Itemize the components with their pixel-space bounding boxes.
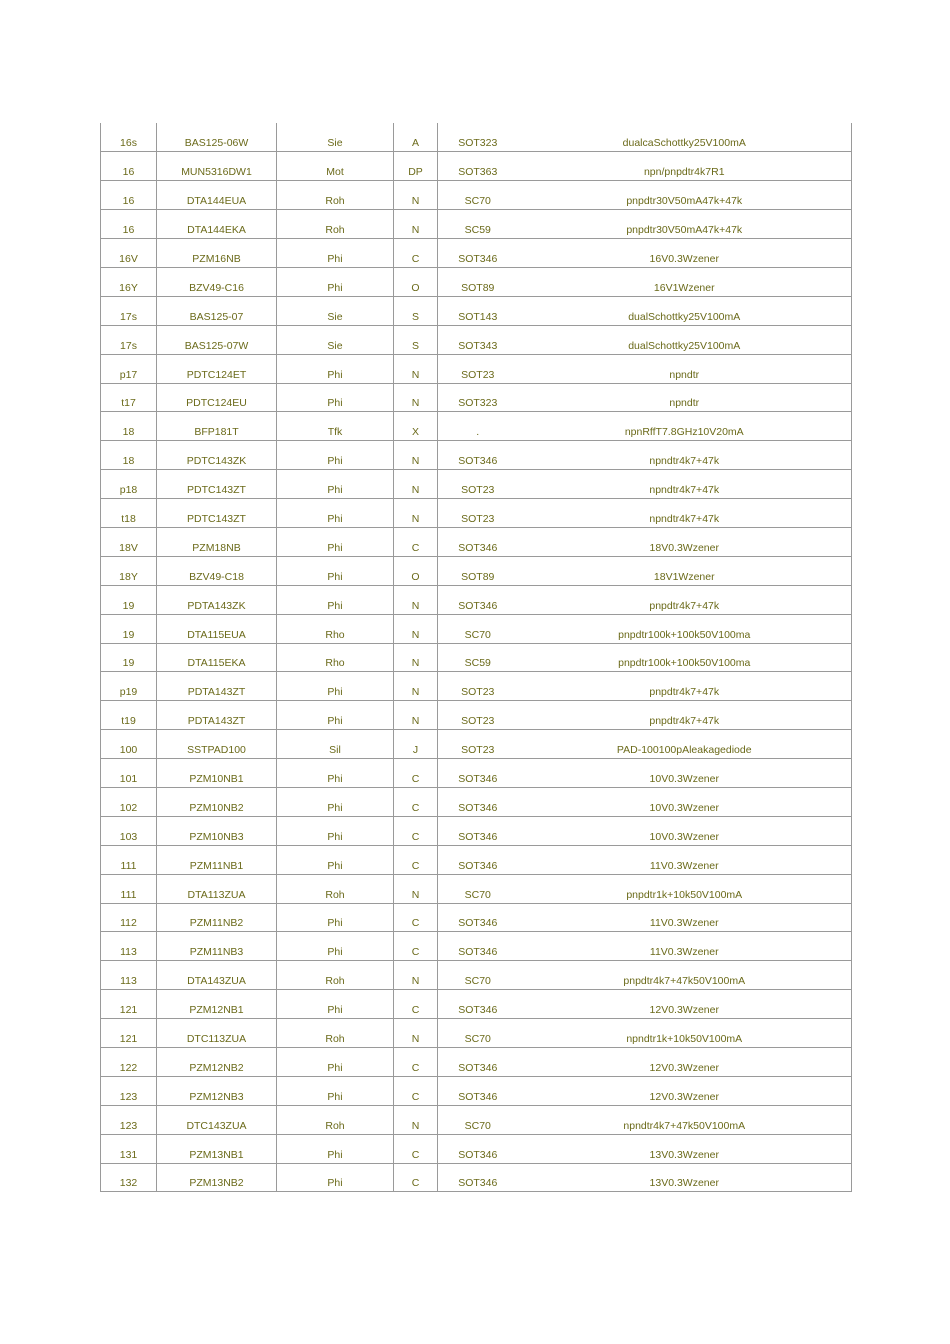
manufacturer-cell: Phi [277, 383, 394, 412]
manufacturer-cell: Phi [277, 1134, 394, 1163]
package-cell: SOT323 [438, 383, 518, 412]
manufacturer-cell: Sie [277, 325, 394, 354]
package-cell: SOT363 [438, 152, 518, 181]
manufacturer-cell: Phi [277, 990, 394, 1019]
package-cell: SC70 [438, 1105, 518, 1134]
marking-code-cell: 112 [101, 903, 157, 932]
part-number-cell: PZM12NB3 [157, 1076, 277, 1105]
base-cell: C [394, 527, 438, 556]
description-cell: 16V1Wzener [518, 267, 852, 296]
table-row [101, 1163, 852, 1192]
part-number-cell: PZM11NB3 [157, 932, 277, 961]
package-cell: SOT23 [438, 354, 518, 383]
part-number-cell: PZM11NB1 [157, 845, 277, 874]
description-cell: 12V0.3Wzener [518, 1048, 852, 1077]
description-cell: 18V1Wzener [518, 556, 852, 585]
table-row [101, 759, 852, 788]
description-cell: dualSchottky25V100mA [518, 296, 852, 325]
base-cell: N [394, 383, 438, 412]
package-cell: SOT346 [438, 932, 518, 961]
manufacturer-cell: Phi [277, 932, 394, 961]
description-cell: npndtr4k7+47k [518, 470, 852, 499]
description-cell: pnpdtr30V50mA47k+47k [518, 210, 852, 239]
part-number-cell: PDTC124ET [157, 354, 277, 383]
part-number-cell: PDTA143ZK [157, 585, 277, 614]
package-cell: SOT89 [438, 267, 518, 296]
marking-code-cell: 113 [101, 932, 157, 961]
smd-code-table [100, 123, 852, 1192]
manufacturer-cell: Phi [277, 903, 394, 932]
part-number-cell: PZM16NB [157, 239, 277, 268]
marking-code-cell: 123 [101, 1076, 157, 1105]
table-row [101, 1048, 852, 1077]
base-cell: C [394, 990, 438, 1019]
table-row [101, 325, 852, 354]
package-cell: SOT23 [438, 470, 518, 499]
marking-code-cell: 122 [101, 1048, 157, 1077]
marking-code-cell: t19 [101, 701, 157, 730]
description-cell: dualcaSchottky25V100mA [518, 123, 852, 152]
marking-code-cell: 17s [101, 325, 157, 354]
part-number-cell: DTC143ZUA [157, 1105, 277, 1134]
description-cell: npndtr1k+10k50V100mA [518, 1019, 852, 1048]
manufacturer-cell: Sil [277, 730, 394, 759]
package-cell: SC70 [438, 614, 518, 643]
base-cell: J [394, 730, 438, 759]
package-cell: SC70 [438, 181, 518, 210]
description-cell: npndtr4k7+47k50V100mA [518, 1105, 852, 1134]
table-row [101, 152, 852, 181]
part-number-cell: PDTC143ZT [157, 499, 277, 528]
base-cell: C [394, 1163, 438, 1192]
description-cell: 12V0.3Wzener [518, 990, 852, 1019]
base-cell: N [394, 874, 438, 903]
table-body [101, 123, 852, 1192]
marking-code-cell: 123 [101, 1105, 157, 1134]
part-number-cell: BZV49-C16 [157, 267, 277, 296]
table-row [101, 267, 852, 296]
part-number-cell: DTA144EUA [157, 181, 277, 210]
manufacturer-cell: Sie [277, 123, 394, 152]
part-number-cell: BFP181T [157, 412, 277, 441]
package-cell: SC59 [438, 643, 518, 672]
marking-code-cell: 17s [101, 296, 157, 325]
base-cell: N [394, 210, 438, 239]
marking-code-cell: 131 [101, 1134, 157, 1163]
marking-code-cell: 16Y [101, 267, 157, 296]
description-cell: 10V0.3Wzener [518, 787, 852, 816]
marking-code-cell: p19 [101, 672, 157, 701]
part-number-cell: PDTC124EU [157, 383, 277, 412]
marking-code-cell: 101 [101, 759, 157, 788]
part-number-cell: PZM10NB3 [157, 816, 277, 845]
description-cell: pnpdtr4k7+47k50V100mA [518, 961, 852, 990]
manufacturer-cell: Phi [277, 585, 394, 614]
description-cell: npn/pnpdtr4k7R1 [518, 152, 852, 181]
manufacturer-cell: Phi [277, 1163, 394, 1192]
marking-code-cell: 19 [101, 585, 157, 614]
package-cell: SC70 [438, 1019, 518, 1048]
package-cell: SC70 [438, 961, 518, 990]
part-number-cell: PDTC143ZT [157, 470, 277, 499]
part-number-cell: PDTC143ZK [157, 441, 277, 470]
table-row [101, 961, 852, 990]
base-cell: N [394, 614, 438, 643]
base-cell: C [394, 845, 438, 874]
description-cell: dualSchottky25V100mA [518, 325, 852, 354]
table-row [101, 672, 852, 701]
description-cell: npndtr [518, 383, 852, 412]
marking-code-cell: 16 [101, 181, 157, 210]
package-cell: SOT346 [438, 816, 518, 845]
manufacturer-cell: Phi [277, 759, 394, 788]
table-row [101, 874, 852, 903]
package-cell: SOT346 [438, 1134, 518, 1163]
base-cell: C [394, 239, 438, 268]
package-cell: SC59 [438, 210, 518, 239]
marking-code-cell: p17 [101, 354, 157, 383]
manufacturer-cell: Phi [277, 701, 394, 730]
table-row [101, 1134, 852, 1163]
table-row [101, 354, 852, 383]
base-cell: C [394, 932, 438, 961]
description-cell: npnRffT7.8GHz10V20mA [518, 412, 852, 441]
base-cell: N [394, 470, 438, 499]
marking-code-cell: t18 [101, 499, 157, 528]
table-row [101, 816, 852, 845]
part-number-cell: PZM11NB2 [157, 903, 277, 932]
manufacturer-cell: Phi [277, 816, 394, 845]
manufacturer-cell: Phi [277, 239, 394, 268]
base-cell: N [394, 441, 438, 470]
base-cell: N [394, 701, 438, 730]
base-cell: C [394, 759, 438, 788]
part-number-cell: PZM12NB1 [157, 990, 277, 1019]
table-row [101, 210, 852, 239]
part-number-cell: BAS125-07 [157, 296, 277, 325]
table-row [101, 932, 852, 961]
manufacturer-cell: Phi [277, 1048, 394, 1077]
manufacturer-cell: Rho [277, 643, 394, 672]
base-cell: N [394, 354, 438, 383]
table-row [101, 787, 852, 816]
marking-code-cell: t17 [101, 383, 157, 412]
part-number-cell: PDTA143ZT [157, 701, 277, 730]
table-row [101, 499, 852, 528]
part-number-cell: BAS125-06W [157, 123, 277, 152]
description-cell: pnpdtr4k7+47k [518, 701, 852, 730]
marking-code-cell: 111 [101, 845, 157, 874]
description-cell: 12V0.3Wzener [518, 1076, 852, 1105]
table-row [101, 412, 852, 441]
package-cell: SOT346 [438, 239, 518, 268]
base-cell: C [394, 816, 438, 845]
part-number-cell: DTA115EKA [157, 643, 277, 672]
manufacturer-cell: Phi [277, 527, 394, 556]
marking-code-cell: 16V [101, 239, 157, 268]
table-row [101, 903, 852, 932]
base-cell: N [394, 1105, 438, 1134]
marking-code-cell: 18 [101, 412, 157, 441]
manufacturer-cell: Phi [277, 354, 394, 383]
package-cell: SOT346 [438, 441, 518, 470]
marking-code-cell: 18V [101, 527, 157, 556]
manufacturer-cell: Phi [277, 556, 394, 585]
manufacturer-cell: Phi [277, 787, 394, 816]
package-cell: SOT346 [438, 1076, 518, 1105]
base-cell: N [394, 643, 438, 672]
package-cell: SOT23 [438, 701, 518, 730]
manufacturer-cell: Rho [277, 614, 394, 643]
package-cell: SOT23 [438, 672, 518, 701]
part-number-cell: DTA113ZUA [157, 874, 277, 903]
part-number-cell: PZM13NB2 [157, 1163, 277, 1192]
marking-code-cell: 16 [101, 210, 157, 239]
package-cell: SOT346 [438, 1048, 518, 1077]
part-number-cell: DTA115EUA [157, 614, 277, 643]
table-row [101, 643, 852, 672]
manufacturer-cell: Phi [277, 1076, 394, 1105]
package-cell: SOT23 [438, 499, 518, 528]
manufacturer-cell: Tfk [277, 412, 394, 441]
description-cell: pnpdtr30V50mA47k+47k [518, 181, 852, 210]
manufacturer-cell: Phi [277, 441, 394, 470]
base-cell: A [394, 123, 438, 152]
description-cell: 18V0.3Wzener [518, 527, 852, 556]
table-row [101, 123, 852, 152]
base-cell: C [394, 903, 438, 932]
manufacturer-cell: Phi [277, 267, 394, 296]
base-cell: O [394, 556, 438, 585]
description-cell: npndtr4k7+47k [518, 441, 852, 470]
base-cell: C [394, 787, 438, 816]
part-number-cell: SSTPAD100 [157, 730, 277, 759]
package-cell: SOT346 [438, 787, 518, 816]
part-number-cell: PDTA143ZT [157, 672, 277, 701]
package-cell: SC70 [438, 874, 518, 903]
base-cell: N [394, 499, 438, 528]
package-cell: SOT346 [438, 845, 518, 874]
base-cell: N [394, 585, 438, 614]
part-number-cell: DTA144EKA [157, 210, 277, 239]
part-number-cell: PZM18NB [157, 527, 277, 556]
marking-code-cell: 113 [101, 961, 157, 990]
package-cell: SOT343 [438, 325, 518, 354]
description-cell: 13V0.3Wzener [518, 1134, 852, 1163]
package-cell: SOT346 [438, 527, 518, 556]
description-cell: 16V0.3Wzener [518, 239, 852, 268]
marking-code-cell: 121 [101, 990, 157, 1019]
base-cell: C [394, 1134, 438, 1163]
table-row [101, 585, 852, 614]
table-row [101, 1105, 852, 1134]
package-cell: SOT143 [438, 296, 518, 325]
manufacturer-cell: Phi [277, 470, 394, 499]
manufacturer-cell: Roh [277, 181, 394, 210]
part-number-cell: PZM10NB2 [157, 787, 277, 816]
table-row [101, 296, 852, 325]
table-row [101, 527, 852, 556]
base-cell: O [394, 267, 438, 296]
table-row [101, 730, 852, 759]
manufacturer-cell: Roh [277, 1019, 394, 1048]
description-cell: pnpdtr100k+100k50V100ma [518, 614, 852, 643]
base-cell: S [394, 296, 438, 325]
manufacturer-cell: Roh [277, 961, 394, 990]
description-cell: pnpdtr100k+100k50V100ma [518, 643, 852, 672]
description-cell: 11V0.3Wzener [518, 903, 852, 932]
base-cell: C [394, 1076, 438, 1105]
manufacturer-cell: Phi [277, 845, 394, 874]
manufacturer-cell: Mot [277, 152, 394, 181]
table-row [101, 441, 852, 470]
base-cell: N [394, 1019, 438, 1048]
part-number-cell: PZM13NB1 [157, 1134, 277, 1163]
table-row [101, 470, 852, 499]
manufacturer-cell: Phi [277, 499, 394, 528]
description-cell: pnpdtr4k7+47k [518, 585, 852, 614]
manufacturer-cell: Sie [277, 296, 394, 325]
description-cell: 10V0.3Wzener [518, 759, 852, 788]
table-row [101, 239, 852, 268]
package-cell: SOT346 [438, 759, 518, 788]
marking-code-cell: p18 [101, 470, 157, 499]
description-cell: 11V0.3Wzener [518, 845, 852, 874]
marking-code-cell: 18Y [101, 556, 157, 585]
package-cell: SOT346 [438, 990, 518, 1019]
marking-code-cell: 121 [101, 1019, 157, 1048]
package-cell: . [438, 412, 518, 441]
description-cell: pnpdtr1k+10k50V100mA [518, 874, 852, 903]
table-row [101, 990, 852, 1019]
manufacturer-cell: Phi [277, 672, 394, 701]
package-cell: SOT346 [438, 1163, 518, 1192]
part-number-cell: BAS125-07W [157, 325, 277, 354]
table-row [101, 614, 852, 643]
manufacturer-cell: Roh [277, 210, 394, 239]
marking-code-cell: 19 [101, 643, 157, 672]
marking-code-cell: 16s [101, 123, 157, 152]
marking-code-cell: 19 [101, 614, 157, 643]
description-cell: npndtr [518, 354, 852, 383]
part-number-cell: BZV49-C18 [157, 556, 277, 585]
part-number-cell: DTC113ZUA [157, 1019, 277, 1048]
manufacturer-cell: Roh [277, 874, 394, 903]
base-cell: S [394, 325, 438, 354]
component-table-sheet [100, 123, 851, 1192]
base-cell: N [394, 961, 438, 990]
package-cell: SOT323 [438, 123, 518, 152]
manufacturer-cell: Roh [277, 1105, 394, 1134]
marking-code-cell: 132 [101, 1163, 157, 1192]
table-row [101, 701, 852, 730]
marking-code-cell: 100 [101, 730, 157, 759]
marking-code-cell: 16 [101, 152, 157, 181]
table-row [101, 383, 852, 412]
package-cell: SOT346 [438, 903, 518, 932]
table-row [101, 1076, 852, 1105]
description-cell: npndtr4k7+47k [518, 499, 852, 528]
package-cell: SOT346 [438, 585, 518, 614]
description-cell: 10V0.3Wzener [518, 816, 852, 845]
table-row [101, 181, 852, 210]
part-number-cell: PZM10NB1 [157, 759, 277, 788]
part-number-cell: PZM12NB2 [157, 1048, 277, 1077]
marking-code-cell: 18 [101, 441, 157, 470]
part-number-cell: DTA143ZUA [157, 961, 277, 990]
table-row [101, 1019, 852, 1048]
part-number-cell: MUN5316DW1 [157, 152, 277, 181]
marking-code-cell: 103 [101, 816, 157, 845]
package-cell: SOT89 [438, 556, 518, 585]
marking-code-cell: 111 [101, 874, 157, 903]
base-cell: DP [394, 152, 438, 181]
description-cell: 13V0.3Wzener [518, 1163, 852, 1192]
table-row [101, 845, 852, 874]
base-cell: N [394, 181, 438, 210]
base-cell: C [394, 1048, 438, 1077]
base-cell: X [394, 412, 438, 441]
package-cell: SOT23 [438, 730, 518, 759]
description-cell: 11V0.3Wzener [518, 932, 852, 961]
description-cell: PAD-100100pAleakagediode [518, 730, 852, 759]
base-cell: N [394, 672, 438, 701]
marking-code-cell: 102 [101, 787, 157, 816]
description-cell: pnpdtr4k7+47k [518, 672, 852, 701]
table-row [101, 556, 852, 585]
